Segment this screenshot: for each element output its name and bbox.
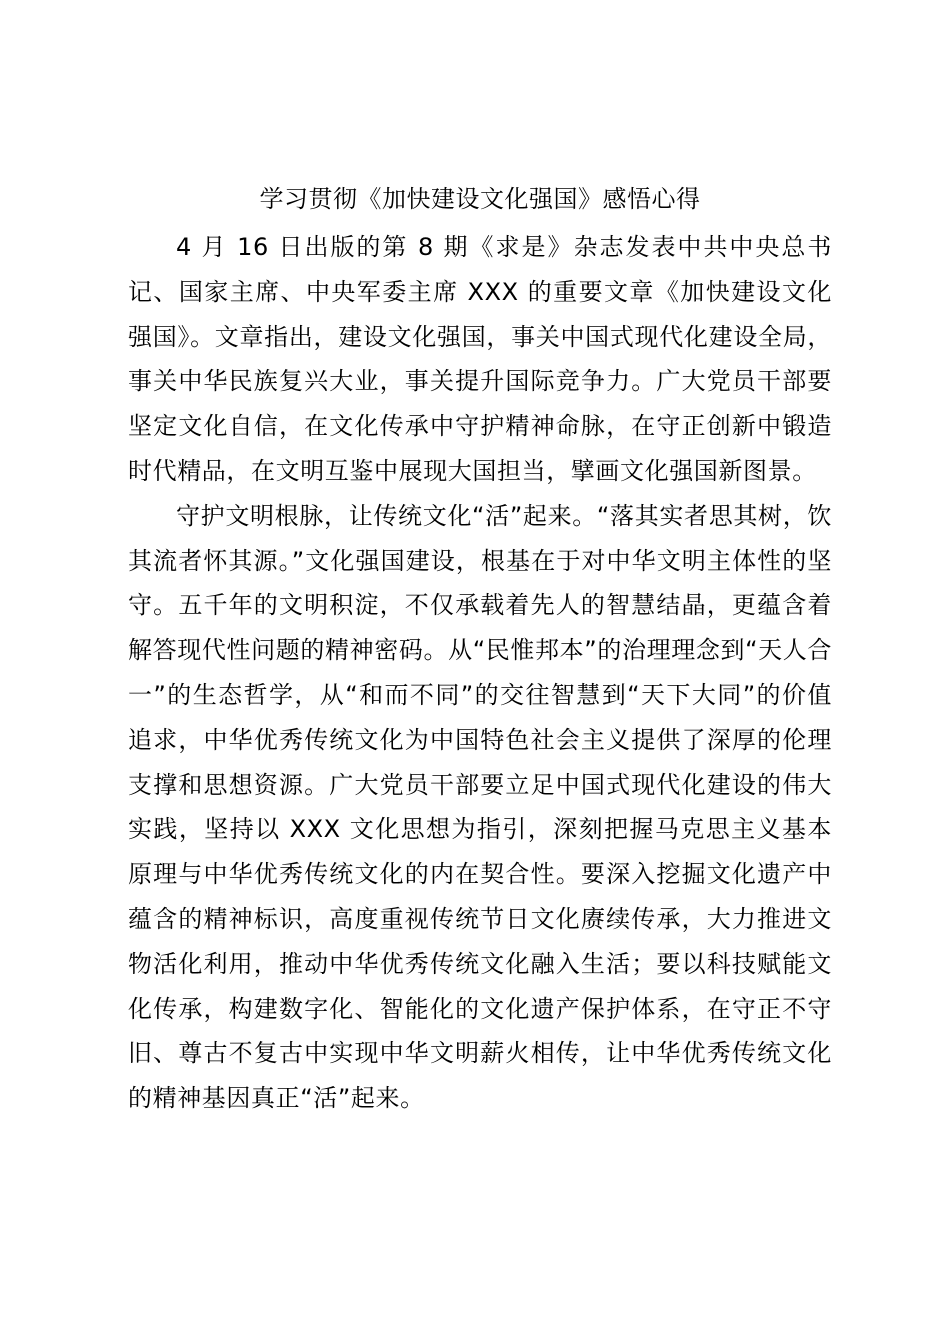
- document-body: [128, 225, 832, 1121]
- paragraph-protect-civilization: 守护文明根脉，让传统文化“活”起来。“落其实者思其树，饮其流者怀其源。”文化强国建设，根基在于对中华文明主体性的坚守。五千年的文明积淀，不仅承载着先人的智慧结晶，更蕴含着解答现代性问题的精神密码。从“民惟邦本”的治理理念到“天人合一”的生态哲学，从“和而不同”的交往智慧到“天下大同”的价值追求，中华优秀传统文化为中国特色社会主义提供了深厚的伦理支撑和思想资源。广大党员干部要立足中国式现代化建设的伟大实践，坚持以 XXX 文化思想为指引，深刻把握马克思主义基本原理与中华优秀传统文化的内在契合性。要深入挖掘文化遗产中蕴含的精神标识，高度重视传统节日文化赓续传承，大力推进文物活化利用，推动中华优秀传统文化融入生活；要以科技赋能文化传承，构建数字化、智能化的文化遗产保护体系，在守正不守旧、尊古不复古中实现中华文明薪火相传，让中华优秀传统文化的精神基因真正“活”起来。: [128, 501, 832, 1113]
- document-title: 学习贯彻《加快建设文化强国》感悟心得: [259, 185, 701, 213]
- paragraph-intro: 4 月 16 日出版的第 8 期《求是》杂志发表中共中央总书记、国家主席、中央军委主席 XXX 的重要文章《加快建设文化强国》。文章指出，建设文化强国，事关中国式现代化建设全局，事关中华民族复兴大业，事关提升国际竞争力。广大党员干部要坚定文化自信，在文化传承中守护精神命脉，在守正创新中锻造时代精品，在文明互鉴中展现大国担当，擘画文化强国新图景。: [128, 233, 832, 485]
